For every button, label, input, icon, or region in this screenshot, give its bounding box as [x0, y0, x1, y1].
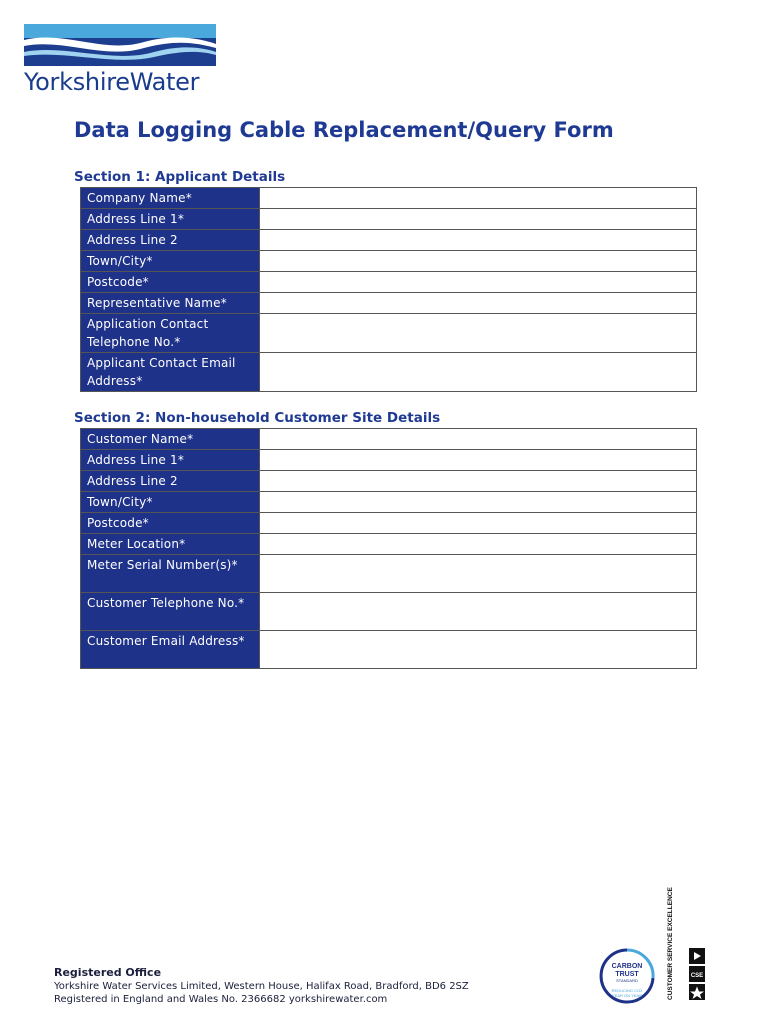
form-row-site-town-city [81, 492, 697, 513]
field-label: Address Line 2 [81, 230, 260, 251]
field-label: Meter Location* [81, 534, 260, 555]
postcode-field[interactable] [260, 272, 697, 293]
carbon-badge-line-4: REDUCING CO2 [611, 988, 643, 993]
cse-icon [662, 887, 710, 1002]
carbon-trust-badge [594, 946, 660, 1009]
field-label: Applicant Contact Email Address* [81, 353, 260, 392]
cse-vertical-text: CUSTOMER SERVICE EXCELLENCE [667, 887, 674, 1000]
contact-telephone-field[interactable] [260, 314, 697, 353]
footer-title: Registered Office [54, 966, 162, 979]
customer-telephone-field[interactable] [260, 593, 697, 631]
form-row-site-address-line-2 [81, 471, 697, 492]
representative-name-field[interactable] [260, 293, 697, 314]
field-label: Company Name* [81, 188, 260, 209]
carbon-badge-line-5: YEAR ON YEAR [612, 993, 642, 998]
field-label: Address Line 2 [81, 471, 260, 492]
form-row-site-address-line-1 [81, 450, 697, 471]
field-label: Customer Email Address* [81, 631, 260, 669]
form-row-representative-name [81, 293, 697, 314]
meter-location-field[interactable] [260, 534, 697, 555]
field-label: Postcode* [81, 513, 260, 534]
company-name-field[interactable] [260, 188, 697, 209]
form-row-postcode [81, 272, 697, 293]
field-label: Postcode* [81, 272, 260, 293]
address-line-1-field[interactable] [260, 209, 697, 230]
form-row-meter-serial [81, 555, 697, 593]
field-label: Town/City* [81, 251, 260, 272]
carbon-badge-line-1: CARBON [611, 963, 643, 970]
form-row-contact-telephone [81, 314, 697, 353]
carbon-badge-line-2: TRUST [615, 971, 639, 978]
form-row-contact-email [81, 353, 697, 392]
site-postcode-field[interactable] [260, 513, 697, 534]
customer-name-field[interactable] [260, 429, 697, 450]
meter-serial-field[interactable] [260, 555, 697, 593]
contact-email-field[interactable] [260, 353, 697, 392]
form-row-customer-email [81, 631, 697, 669]
field-label: Address Line 1* [81, 450, 260, 471]
form-title: Data Logging Cable Replacement/Query Form [74, 118, 614, 142]
site-town-city-field[interactable] [260, 492, 697, 513]
carbon-trust-icon [594, 946, 660, 1004]
field-label: Application Contact Telephone No.* [81, 314, 260, 353]
footer-registration: Registered in England and Wales No. 2366682 yorkshirewater.com [54, 994, 388, 1005]
yorkshire-water-logo [24, 24, 218, 96]
form-row-company-name [81, 188, 697, 209]
site-address-line-1-field[interactable] [260, 450, 697, 471]
section-1-heading: Section 1: Applicant Details [74, 169, 286, 185]
form-row-address-line-1 [81, 209, 697, 230]
customer-site-details-table [80, 428, 697, 669]
section-2-heading: Section 2: Non-household Customer Site Details [74, 410, 441, 426]
site-address-line-2-field[interactable] [260, 471, 697, 492]
field-label: Meter Serial Number(s)* [81, 555, 260, 593]
customer-email-field[interactable] [260, 631, 697, 669]
footer-address: Yorkshire Water Services Limited, Western House, Halifax Road, Bradford, BD6 2SZ [54, 981, 469, 992]
carbon-badge-line-3: STANDARD [616, 978, 638, 983]
form-row-town-city [81, 251, 697, 272]
town-city-field[interactable] [260, 251, 697, 272]
customer-service-excellence-badge [662, 887, 710, 1007]
address-line-2-field[interactable] [260, 230, 697, 251]
field-label: Representative Name* [81, 293, 260, 314]
logo-wordmark: YorkshireWater [24, 68, 200, 96]
footer [54, 966, 469, 1005]
form-row-address-line-2 [81, 230, 697, 251]
field-label: Customer Name* [81, 429, 260, 450]
field-label: Address Line 1* [81, 209, 260, 230]
field-label: Town/City* [81, 492, 260, 513]
field-label: Customer Telephone No.* [81, 593, 260, 631]
applicant-details-table [80, 187, 697, 392]
water-waves-icon [24, 24, 216, 66]
form-row-site-postcode [81, 513, 697, 534]
cse-mark: CSE [690, 973, 704, 979]
form-row-customer-name [81, 429, 697, 450]
form-row-customer-telephone [81, 593, 697, 631]
form-row-meter-location [81, 534, 697, 555]
